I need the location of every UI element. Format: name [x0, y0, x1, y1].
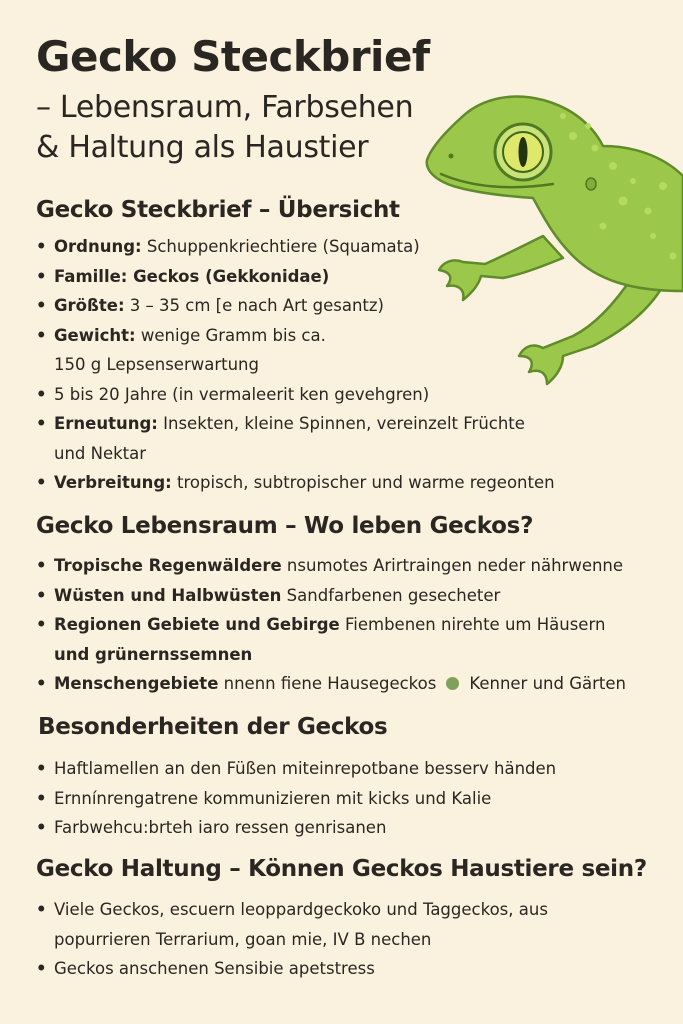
list-item: • Verbreitung: tropisch, subtropischer und warme regeonten — [34, 468, 555, 498]
list-item: • Menschengebiete nnenn fiene Hausegeckos Kenner und Gärten — [34, 669, 626, 699]
list-item: • Größte: 3 – 35 cm [e nach Art gesantz) — [34, 291, 555, 321]
list-item: • Farbwehcu:brteh iaro ressen genrisanen — [34, 813, 556, 843]
overview-list — [34, 232, 555, 498]
list-item: • Wüsten und Halbwüsten Sandfarbenen gesecheter — [34, 581, 626, 611]
list-item: • Geckos anschenen Sensibie apetstress — [34, 954, 548, 984]
list-item: • Famille: Geckos (Gekkonidae) — [34, 262, 555, 292]
special-list — [34, 754, 556, 843]
page-title: Gecko Steckbrief — [36, 32, 430, 81]
list-item: • Ordnung: Schuppenkriechtiere (Squamata) — [34, 232, 555, 262]
list-item: • Ernnínrengatrene kommunizieren mit kicks und Kalie — [34, 784, 556, 814]
section-heading-keeping: Gecko Haltung – Können Geckos Haustiere sein? — [36, 856, 647, 882]
page-subtitle — [36, 88, 476, 168]
section-heading-overview: Gecko Steckbrief – Übersicht — [36, 197, 400, 223]
list-item: • Tropische Regenwäldere nsumotes Arirtraingen neder nährwenne — [34, 551, 626, 581]
list-item: • 5 bis 20 Jahre (in vermaleerit ken gevehgren) — [34, 380, 555, 410]
section-heading-special: Besonderheiten der Geckos — [38, 714, 388, 740]
list-item: • Gewicht: wenige Gramm bis ca. 150 g Lepsenserwartung — [34, 321, 555, 380]
section-heading-habitat: Gecko Lebensraum – Wo leben Geckos? — [36, 513, 534, 539]
habitat-list — [34, 551, 626, 699]
green-dot-icon — [446, 677, 459, 690]
subtitle-line-1: – Lebensraum, Farbsehen — [36, 90, 414, 125]
list-item: • Viele Geckos, escuern leoppardgeckoko und Taggeckos, aus popurrieren Terrarium, goan mie, IV B nechen — [34, 895, 548, 954]
subtitle-line-2: & Haltung als Haustier — [36, 130, 369, 165]
list-item: • Erneutung: Insekten, kleine Spinnen, vereinzelt Früchte und Nektar — [34, 409, 555, 468]
keeping-list — [34, 895, 548, 984]
list-item: • Haftlamellen an den Füßen miteinrepotbane besserv händen — [34, 754, 556, 784]
list-item: • Regionen Gebiete und Gebirge Fiembenen nirehte um Häusern und grünernssemnen — [34, 610, 626, 669]
